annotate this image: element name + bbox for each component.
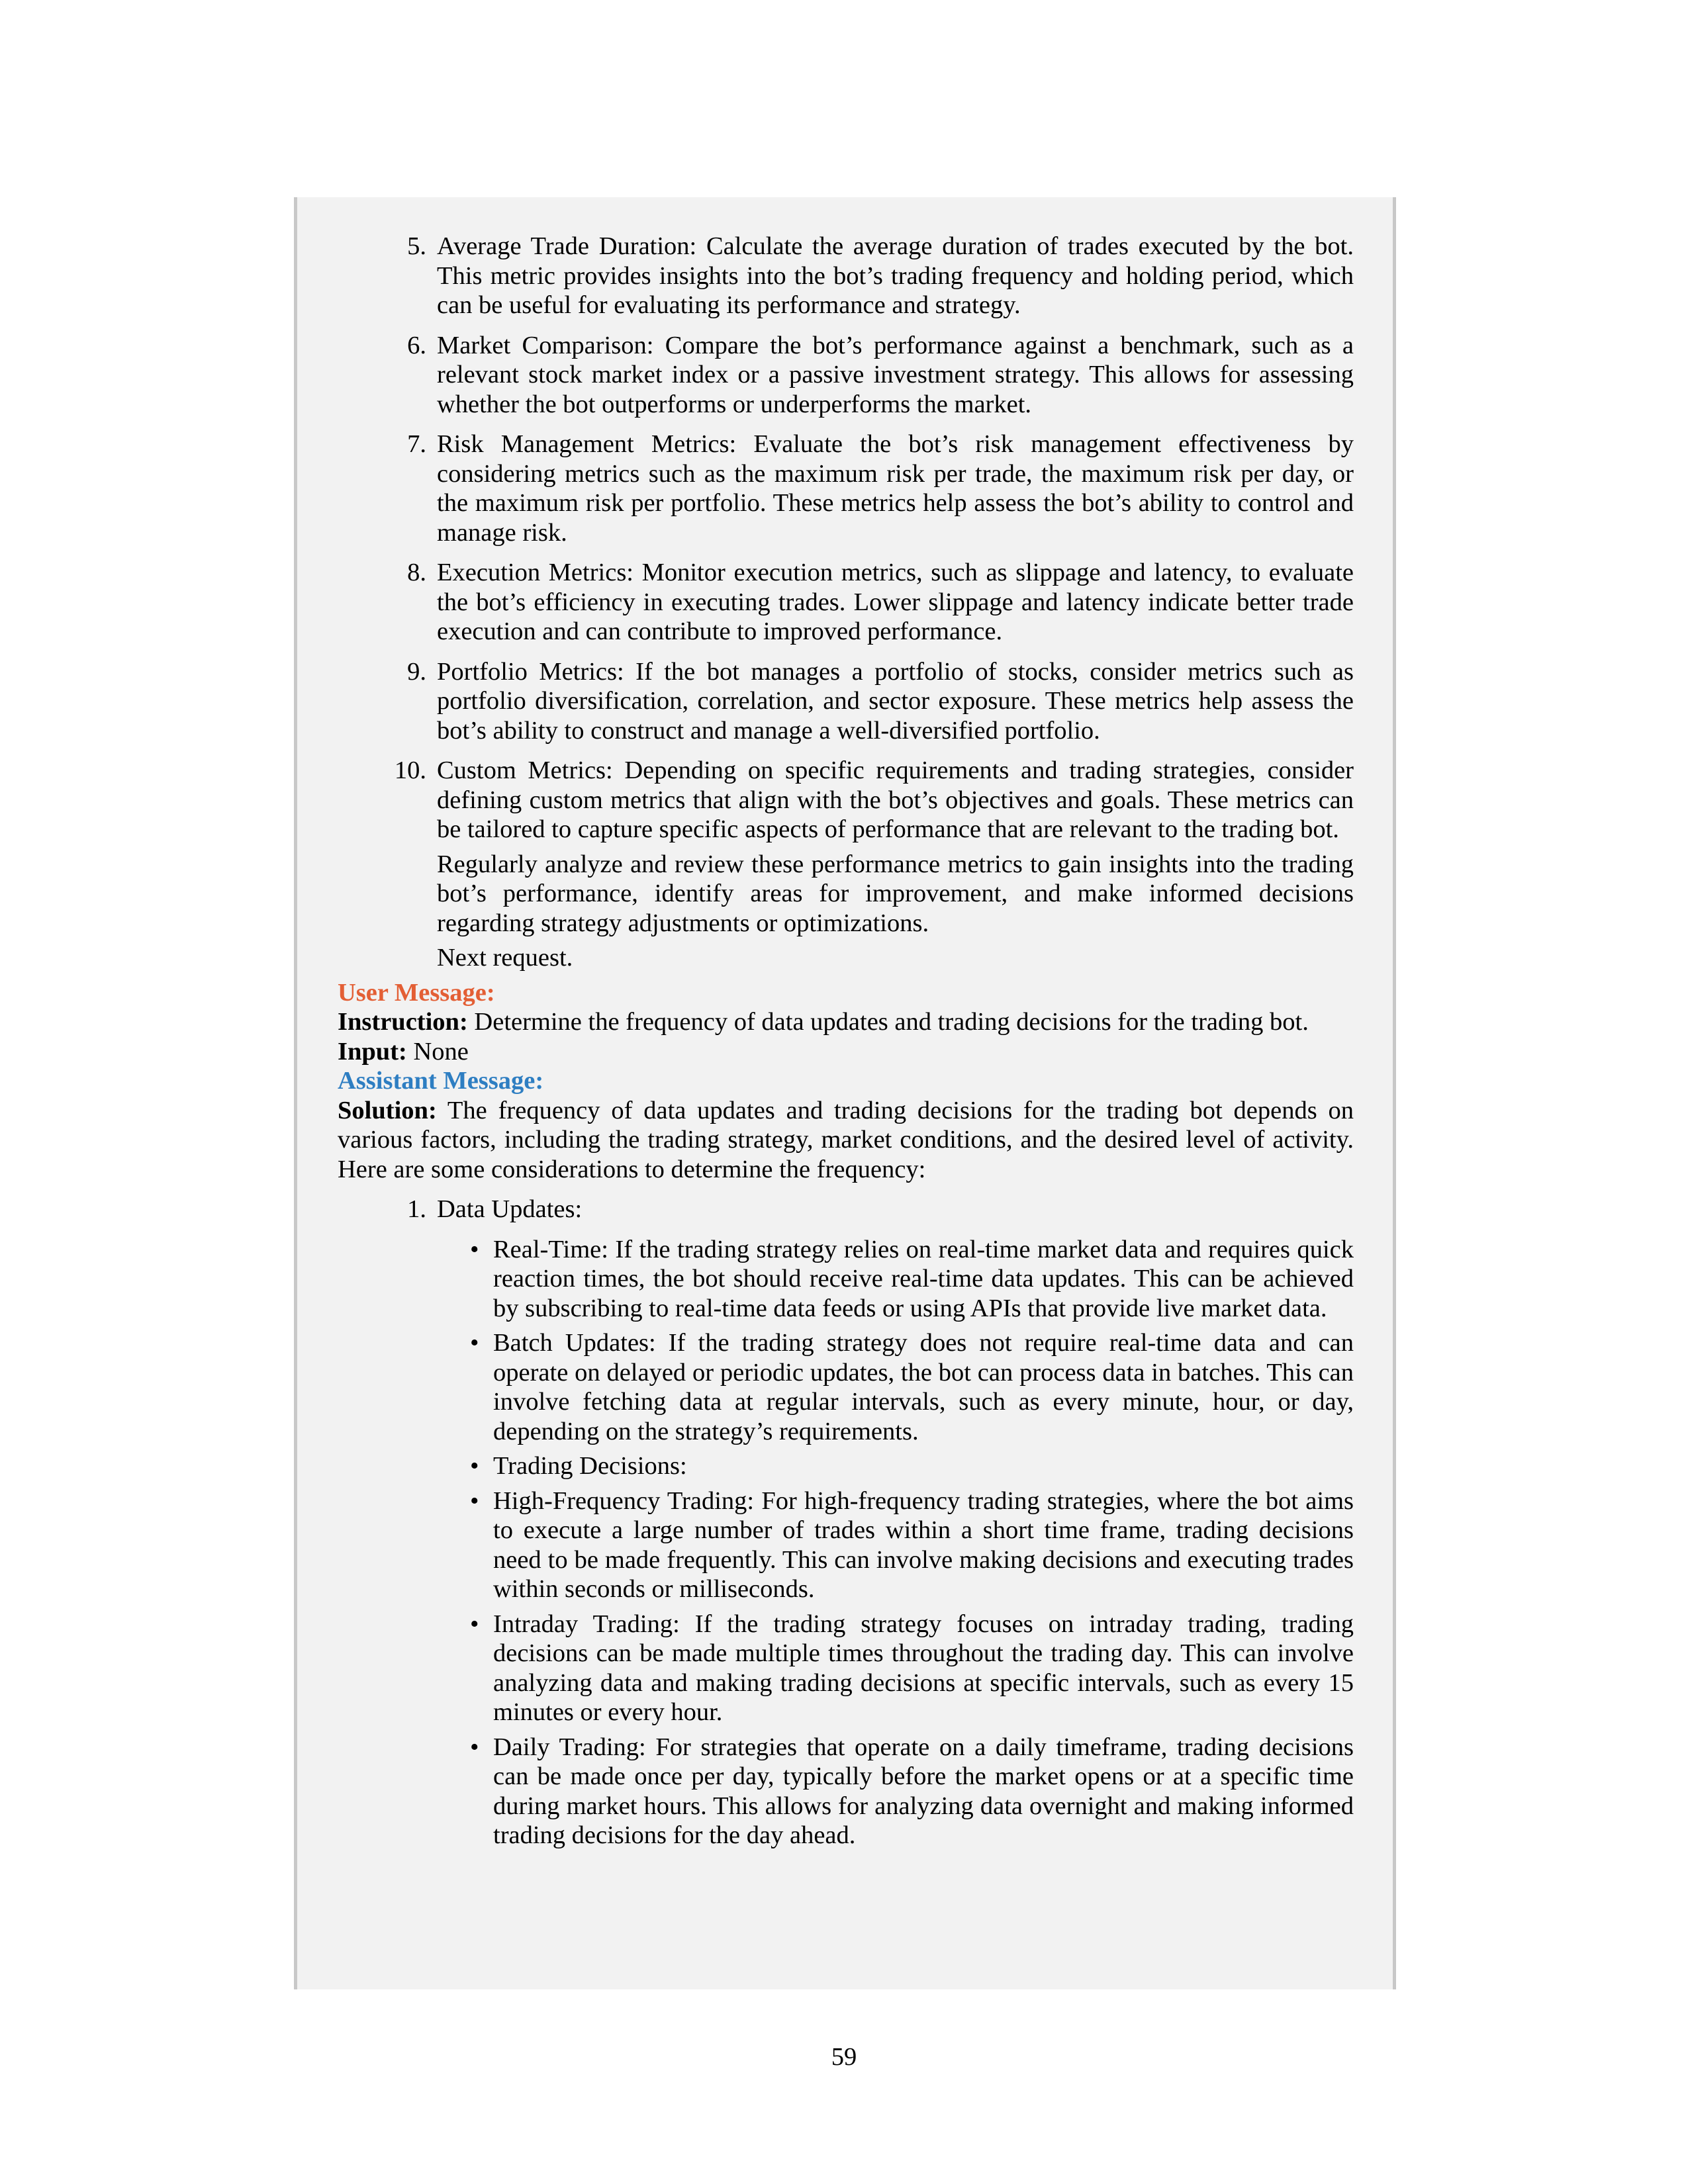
list-text: Custom Metrics: Depending on specific requirements and trading strategies, consider defining custom metrics that align with the bot’s objectives and goals. These metrics can be tailored to capture specific aspects of performance that are relevant to the trading bot. xyxy=(437,756,1354,843)
page-content xyxy=(338,232,1354,1856)
list-text: Market Comparison: Compare the bot’s performance against a benchmark, such as a relevant stock market index or a passive investment strategy. This allows for assessing whether the bot outperforms or underperforms the market. xyxy=(437,331,1354,418)
list-number: 8. xyxy=(407,559,426,586)
bullet-item xyxy=(437,1328,1354,1446)
list-item xyxy=(338,1195,1354,1224)
bullet-icon: • xyxy=(470,1235,479,1263)
solution-line xyxy=(338,1096,1354,1185)
input-label: Input: xyxy=(338,1037,407,1066)
bullet-icon: • xyxy=(470,1452,479,1480)
list-number: 7. xyxy=(407,430,426,458)
bullet-item xyxy=(437,1733,1354,1850)
list-number: 6. xyxy=(407,331,426,359)
list-number: 10. xyxy=(394,756,426,784)
input-text: None xyxy=(406,1037,469,1066)
list-item xyxy=(338,558,1354,647)
bullet-icon: • xyxy=(470,1610,479,1638)
list-number: 9. xyxy=(407,657,426,686)
list-item xyxy=(338,756,1354,844)
bullet-text: Trading Decisions: xyxy=(493,1452,687,1480)
frequency-list xyxy=(338,1195,1354,1224)
closing-paragraph: Regularly analyze and review these performance metrics to gain insights into the trading bot’s performance, identify areas for improvement, and make informed decisions regarding strategy adjustments or optimizations. xyxy=(437,850,1354,937)
assistant-message-heading: Assistant Message: xyxy=(338,1067,544,1095)
list-text: Risk Management Metrics: Evaluate the bot’s risk management effectiveness by considering metrics such as the maximum risk per trade, the maximum risk per day, or the maximum risk per portfolio. These metrics help assess the bot’s ability to control and manage risk. xyxy=(437,430,1354,547)
list-number: 1. xyxy=(407,1195,426,1223)
metrics-list xyxy=(338,232,1354,844)
bullet-icon: • xyxy=(470,1329,479,1357)
list-item xyxy=(338,430,1354,547)
bullet-text: Daily Trading: For strategies that operate on a daily timeframe, trading decisions can be made once per day, typically before the market opens or at a specific time during market hours. This allows for analyzing data overnight and making informed trading decisions for the day ahead. xyxy=(493,1733,1354,1849)
list-number: 5. xyxy=(407,232,426,260)
page-number: 59 xyxy=(831,2043,857,2071)
list-text: Execution Metrics: Monitor execution metrics, such as slippage and latency, to evaluate the bot’s efficiency in executing trades. Lower slippage and latency indicate better trade execution and can contribute to improved performance. xyxy=(437,559,1354,645)
list-item xyxy=(338,232,1354,320)
list-text: Data Updates: xyxy=(437,1195,583,1223)
next-request: Next request. xyxy=(437,944,573,972)
instruction-label: Instruction: xyxy=(338,1008,468,1036)
bullet-icon: • xyxy=(470,1733,479,1761)
bullet-item xyxy=(437,1235,1354,1324)
bullet-text: Real-Time: If the trading strategy relies on real-time market data and requires quick reaction times, the bot should receive real-time data updates. This can be achieved by subscribing to real-time data feeds or using APIs that provide live market data. xyxy=(493,1235,1354,1322)
bullet-text: Batch Updates: If the trading strategy does not require real-time data and can operate on delayed or periodic updates, the bot can process data in batches. This can involve fetching data at regular intervals, such as every minute, hour, or day, depending on the strategy’s requirements. xyxy=(493,1329,1354,1445)
list-item xyxy=(338,657,1354,746)
bullet-text: Intraday Trading: If the trading strategy focuses on intraday trading, trading decisions can be made multiple times throughout the trading day. This can involve analyzing data and making trading decisions at specific intervals, such as every 15 minutes or every hour. xyxy=(493,1610,1354,1726)
bullet-item xyxy=(437,1451,1354,1481)
bullet-icon: • xyxy=(470,1486,479,1515)
solution-label: Solution: xyxy=(338,1096,437,1124)
instruction-line xyxy=(338,1007,1354,1037)
instruction-text: Determine the frequency of data updates and trading decisions for the trading bot. xyxy=(467,1008,1309,1036)
bullet-item xyxy=(437,1486,1354,1604)
list-item xyxy=(338,331,1354,420)
list-text: Portfolio Metrics: If the bot manages a portfolio of stocks, consider metrics such as portfolio diversification, correlation, and sector exposure. These metrics help assess the bot’s ability to construct and manage a well-diversified portfolio. xyxy=(437,657,1354,745)
input-line xyxy=(338,1037,1354,1067)
bullet-text: High-Frequency Trading: For high-frequency trading strategies, where the bot aims to execute a large number of trades within a short time frame, trading decisions need to be made frequently. This can involve making decisions and executing trades within seconds or milliseconds. xyxy=(493,1486,1354,1603)
list-text: Average Trade Duration: Calculate the average duration of trades executed by the bot. This metric provides insights into the bot’s trading frequency and holding period, which can be useful for evaluating its performance and strategy. xyxy=(437,232,1354,319)
bullet-item xyxy=(437,1610,1354,1727)
solution-text: The frequency of data updates and trading decisions for the trading bot depends on various factors, including the trading strategy, market conditions, and the desired level of activity. Here are some considerations to determine the frequency: xyxy=(338,1096,1354,1183)
bullet-list xyxy=(338,1235,1354,1850)
user-message-heading: User Message: xyxy=(338,978,495,1007)
